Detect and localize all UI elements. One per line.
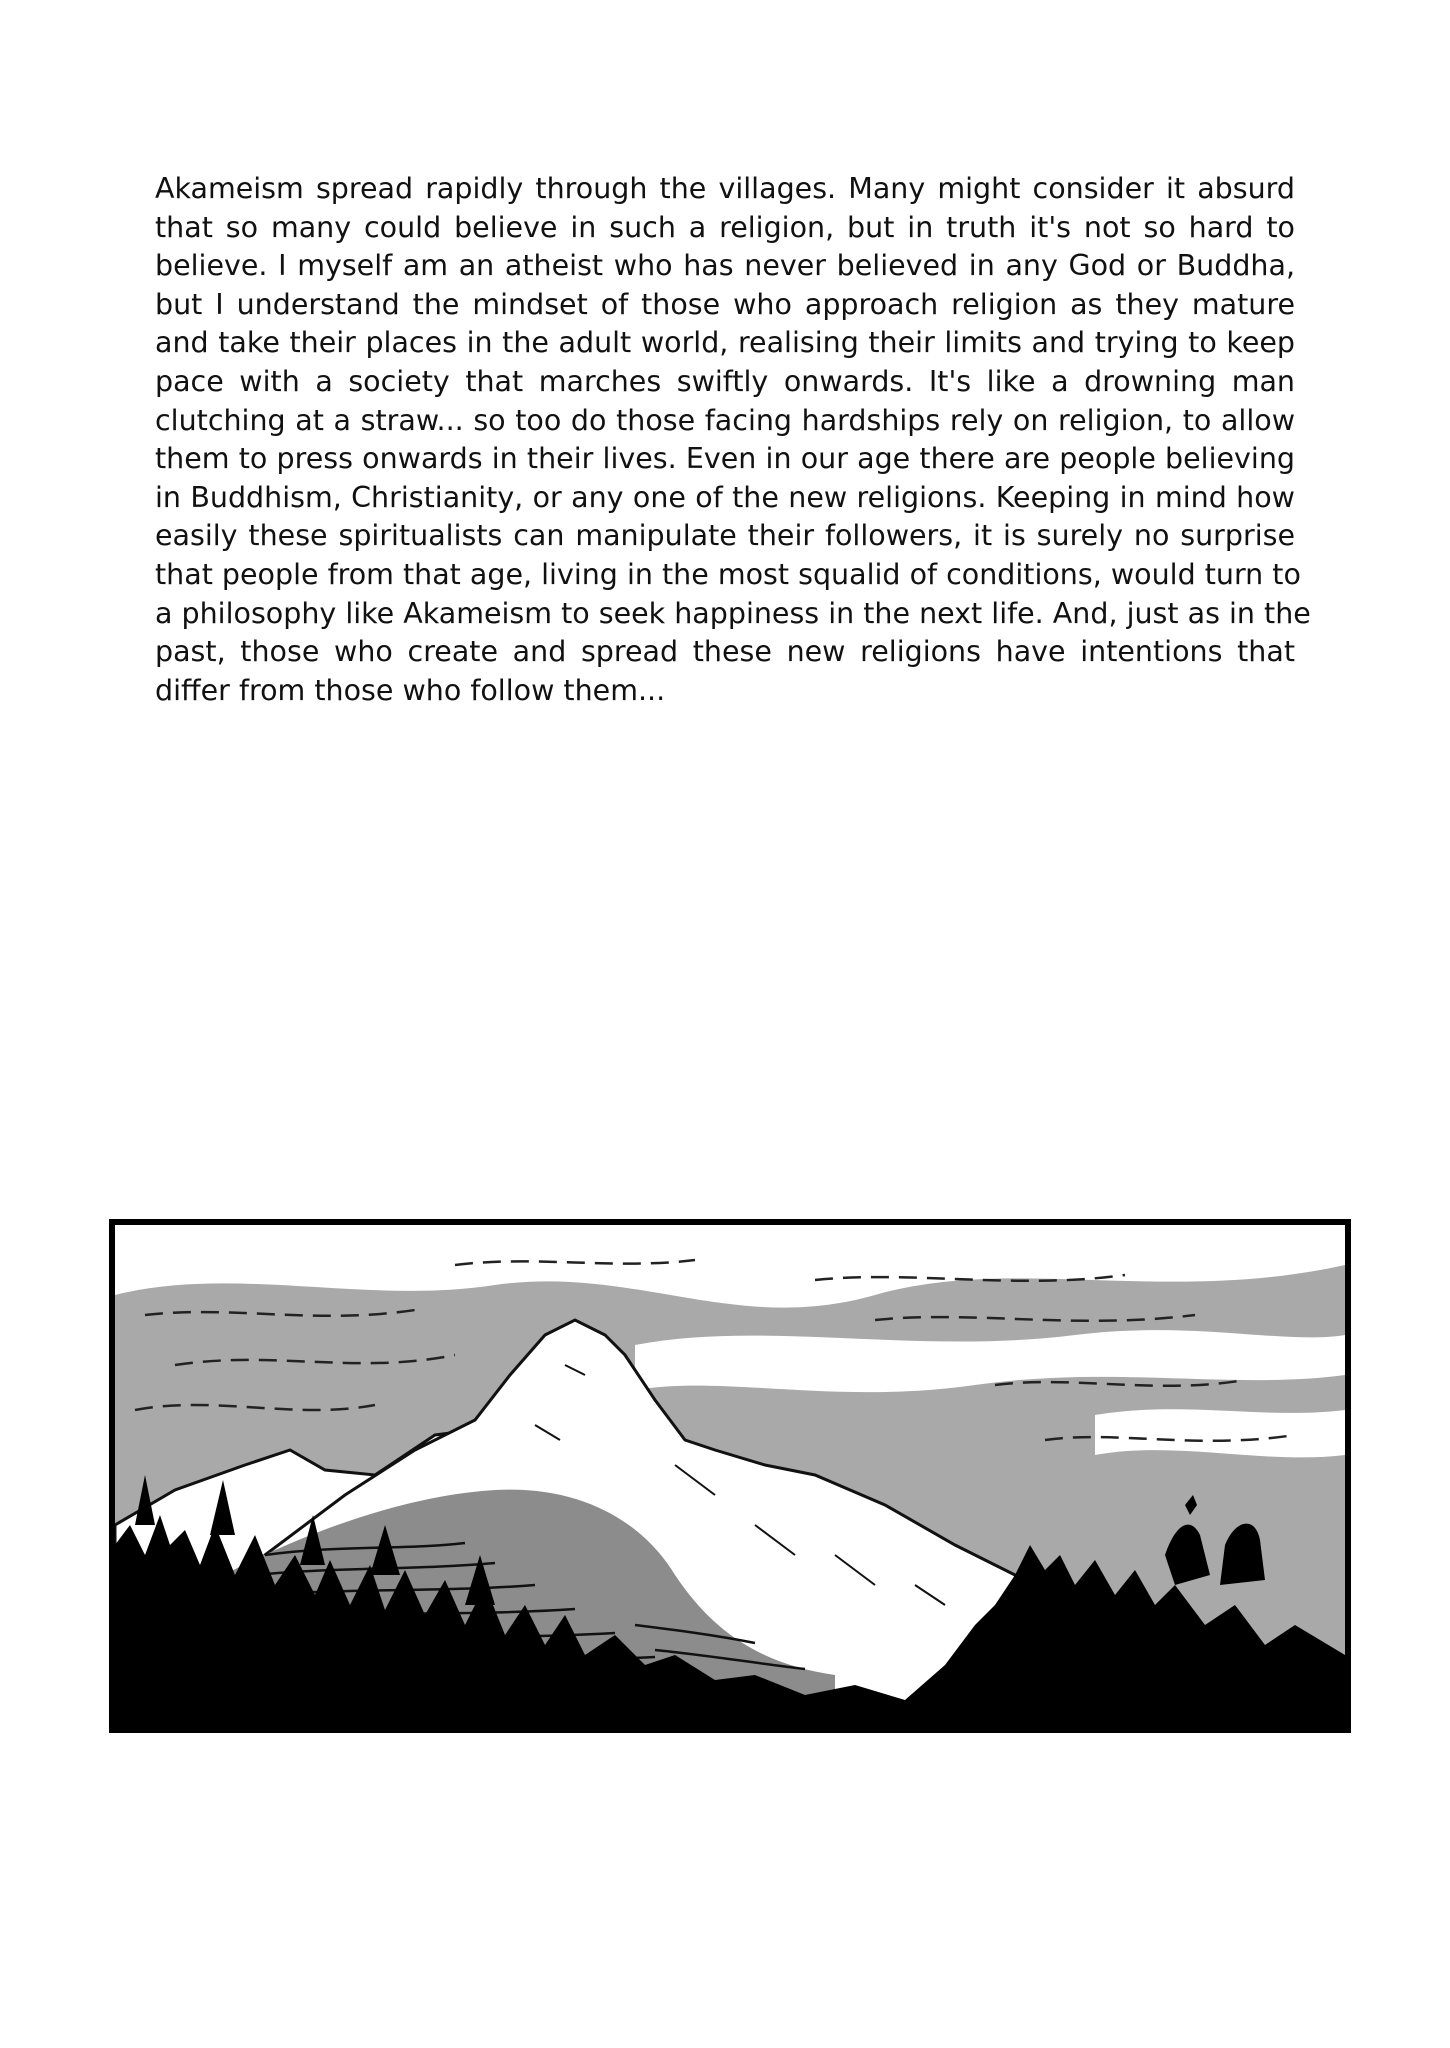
narration-line-4: but I understand the mindset of those who approach religion as they mature	[155, 287, 1295, 321]
narration-line-13: past, those who create and spread these new religions have intentions that	[155, 635, 1295, 669]
narration-line-11: that people from that age, living in the most squalid of conditions, would turn to	[155, 557, 1301, 591]
mountain-panel	[109, 1219, 1351, 1733]
narration-line-12: a philosophy like Akameism to seek happiness in the next life. And, just as in the	[155, 596, 1311, 630]
narration-line-2: that so many could believe in such a religion, but in truth it's not so hard to	[155, 210, 1295, 244]
narration-line-6: pace with a society that marches swiftly onwards. It's like a drowning man	[155, 364, 1295, 398]
narration-line-10: easily these spiritualists can manipulate their followers, it is surely no surprise	[155, 519, 1295, 553]
narration-line-1: Akameism spread rapidly through the villages. Many might consider it absurd	[155, 172, 1295, 205]
cloud-band-right	[1095, 1409, 1345, 1457]
narration-line-8: them to press onwards in their lives. Even in our age there are people believing	[155, 442, 1295, 476]
narration-line-7: clutching at a straw... so too do those facing hardships rely on religion, to allow	[155, 403, 1295, 437]
narration-line-14: differ from those who follow them...	[155, 673, 666, 707]
mountain-landscape-illustration	[115, 1225, 1345, 1727]
narration-text-box	[155, 170, 1311, 710]
narration-line-9: in Buddhism, Christianity, or any one of the new religions. Keeping in mind how	[155, 480, 1295, 514]
narration-line-5: and take their places in the adult world, realising their limits and trying to keep	[155, 326, 1295, 360]
narration-line-3: believe. I myself am an atheist who has never believed in any God or Buddha,	[155, 249, 1295, 283]
